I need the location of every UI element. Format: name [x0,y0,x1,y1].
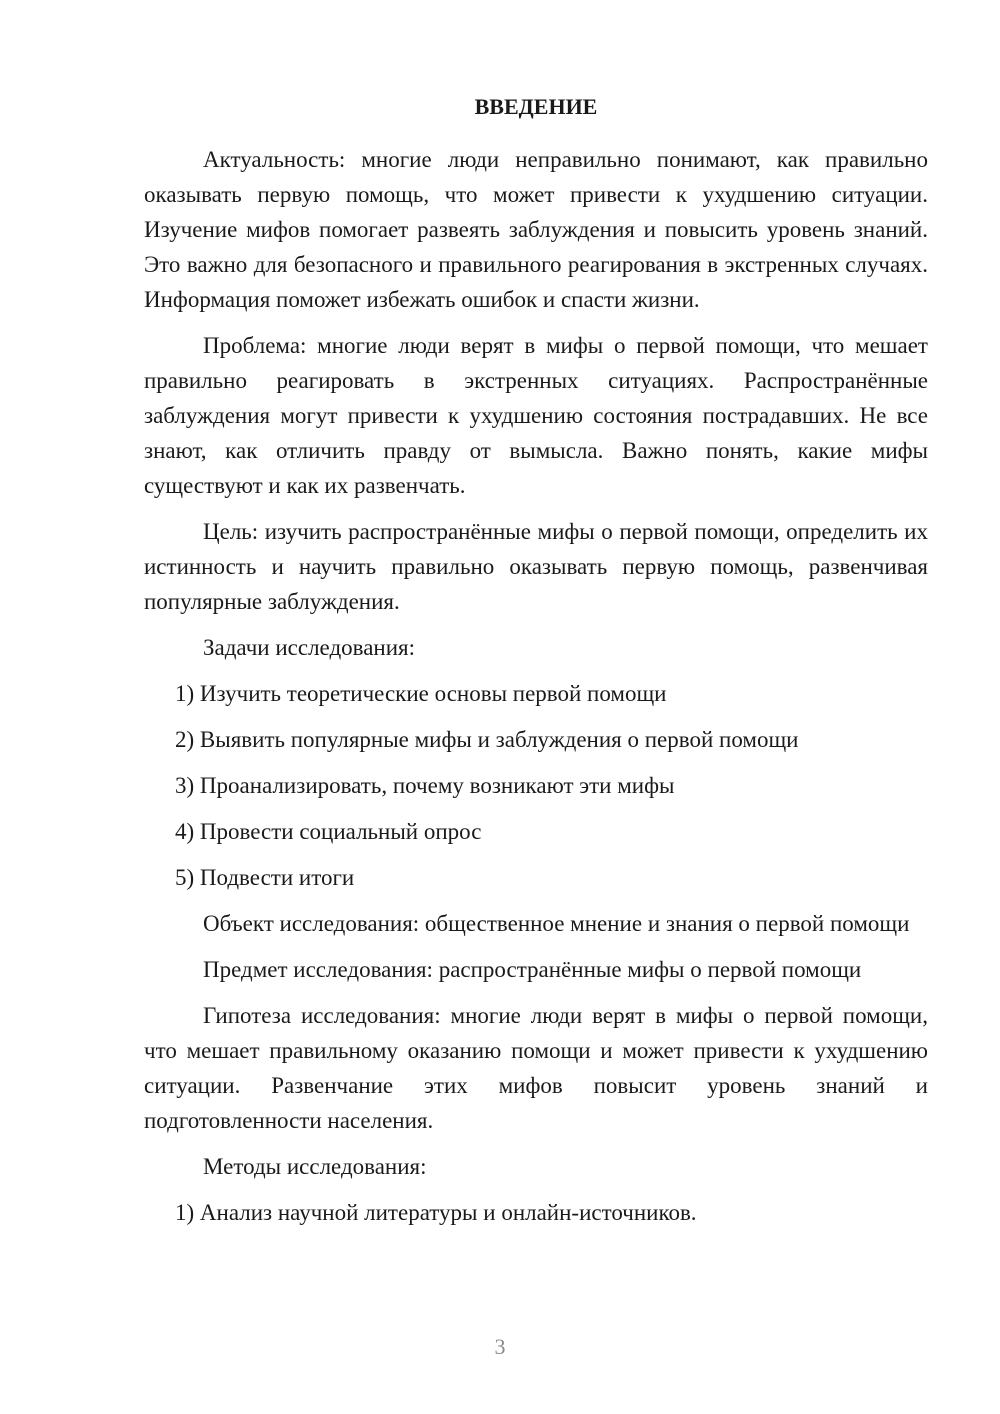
subject-paragraph: Предмет исследования: распространённые мифы о первой помощи [203,957,862,982]
actuality-paragraph: Актуальность: многие люди неправильно понимают, как правильно оказывать первую помощь, что может привести к ухудшению ситуации. Изучение мифов помогает развеять заблуждения и повысить уровень знаний. Это важно для безопасного и правильного реагирования в экстренных случаях. Информация поможет избежать ошибок и спасти жизни. [144,147,928,312]
list-item: 1) Изучить теоретические основы первой помощи [175,681,667,706]
list-item: 4) Провести социальный опрос [175,819,482,844]
section-heading: ВВЕДЕНИЕ [474,94,598,119]
list-item: 3) Проанализировать, почему возникают эти мифы [175,773,675,798]
methods-list [144,1195,928,1230]
problem-paragraph: Проблема: многие люди верят в мифы о первой помощи, что мешает правильно реагировать в экстренных ситуациях. Распространённые заблуждения могут привести к ухудшению состояния пострадавших. Не все знают, как отличить правду от вымысла. Важно понять, какие мифы существуют и как их развенчать. [144,333,928,498]
list-item: 2) Выявить популярные мифы и заблуждения о первой помощи [175,727,799,752]
tasks-heading: Задачи исследования: [203,635,416,660]
hypothesis-paragraph: Гипотеза исследования: многие люди верят в мифы о первой помощи, что мешает правильному оказанию помощи и может привести к ухудшению ситуации. Развенчание этих мифов повысит уровень знаний и подготовленности населения. [144,1003,928,1133]
methods-heading: Методы исследования: [203,1154,427,1179]
list-item: 1) Анализ научной литературы и онлайн-источников. [175,1200,697,1225]
list-item: 5) Подвести итоги [175,865,355,890]
tasks-list [144,676,928,895]
goal-paragraph: Цель: изучить распространённые мифы о первой помощи, определить их истинность и научить правильно оказывать первую помощь, развенчивая популярные заблуждения. [144,519,928,614]
object-paragraph: Объект исследования: общественное мнение и знания о первой помощи [203,911,910,936]
document-page [144,92,928,1241]
page-number: 3 [494,1334,506,1359]
